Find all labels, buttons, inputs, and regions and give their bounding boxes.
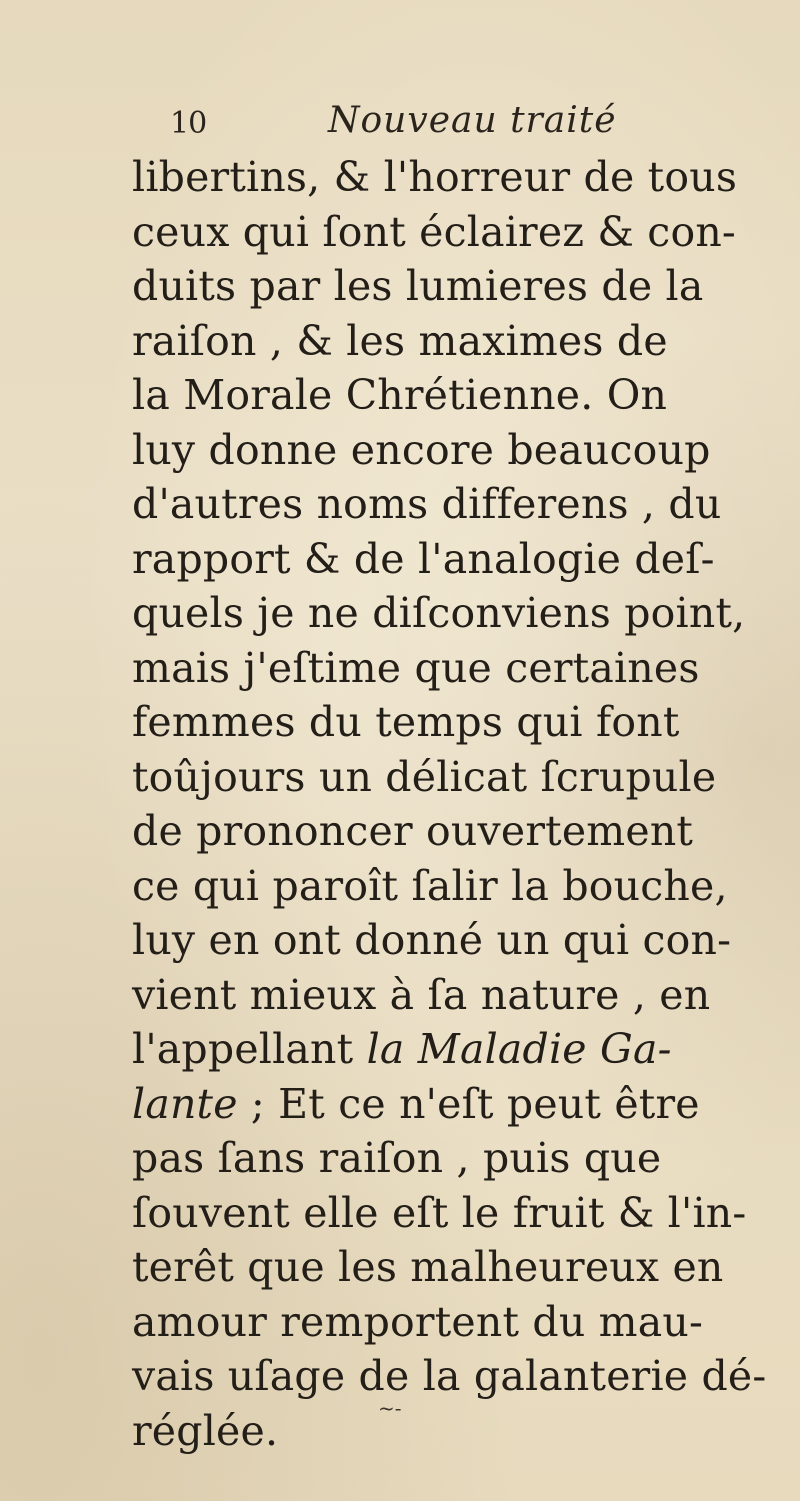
text-line: de prononcer ouvertement xyxy=(132,807,694,855)
text-line: luy en ont donné un qui con- xyxy=(132,916,732,964)
text-line: d'autres noms differens , du xyxy=(132,480,722,528)
text-line: pas ſans raiſon , puis que xyxy=(132,1134,662,1182)
text-line: vient mieux à ſa nature , en xyxy=(132,970,711,1019)
text-line: toûjours un délicat ſcrupule xyxy=(132,752,717,801)
body-text xyxy=(132,150,767,1458)
text-line: ſouvent elle eſt le fruit & l'in- xyxy=(132,1188,747,1237)
text-roman: ; Et ce n'eſt peut être xyxy=(237,1079,700,1128)
text-line: la Morale Chrétienne. On xyxy=(132,371,668,419)
text-line: femmes du temps qui font xyxy=(132,698,680,746)
text-line: luy donne encore beaucoup xyxy=(132,425,711,474)
text-line: amour remportent du mau- xyxy=(132,1297,704,1346)
text-line: ce qui paroît ſalir la bouche, xyxy=(132,861,728,910)
text-line: ceux qui ſont éclairez & con- xyxy=(132,207,736,256)
tail-ornament: ~- xyxy=(378,1396,402,1420)
text-italic: la Maladie Ga- xyxy=(366,1025,672,1073)
page-number: 10 xyxy=(170,106,207,141)
text-line: libertins, & l'horreur de tous xyxy=(132,153,738,201)
running-head-title: Nouveau traité xyxy=(328,100,617,141)
text-line: mais j'eſtime que certaines xyxy=(132,643,700,692)
text-line: duits par les lumieres de la xyxy=(132,262,704,310)
text-line: quels je ne diſconviens point, xyxy=(132,589,746,637)
text-line: réglée. xyxy=(132,1406,279,1455)
text-line: rapport & de l'analogie deſ- xyxy=(132,534,715,583)
text-italic: lante xyxy=(132,1079,238,1128)
text-line-mixed xyxy=(132,1022,752,1077)
text-line-mixed xyxy=(132,1077,752,1132)
text-roman: l'appellant xyxy=(132,1025,367,1073)
text-line: terêt que les malheureux en xyxy=(132,1243,724,1291)
text-line: vais uſage de la galanterie dé- xyxy=(132,1352,767,1400)
running-head xyxy=(170,100,730,150)
text-line: raiſon , & les maximes de xyxy=(132,316,668,365)
